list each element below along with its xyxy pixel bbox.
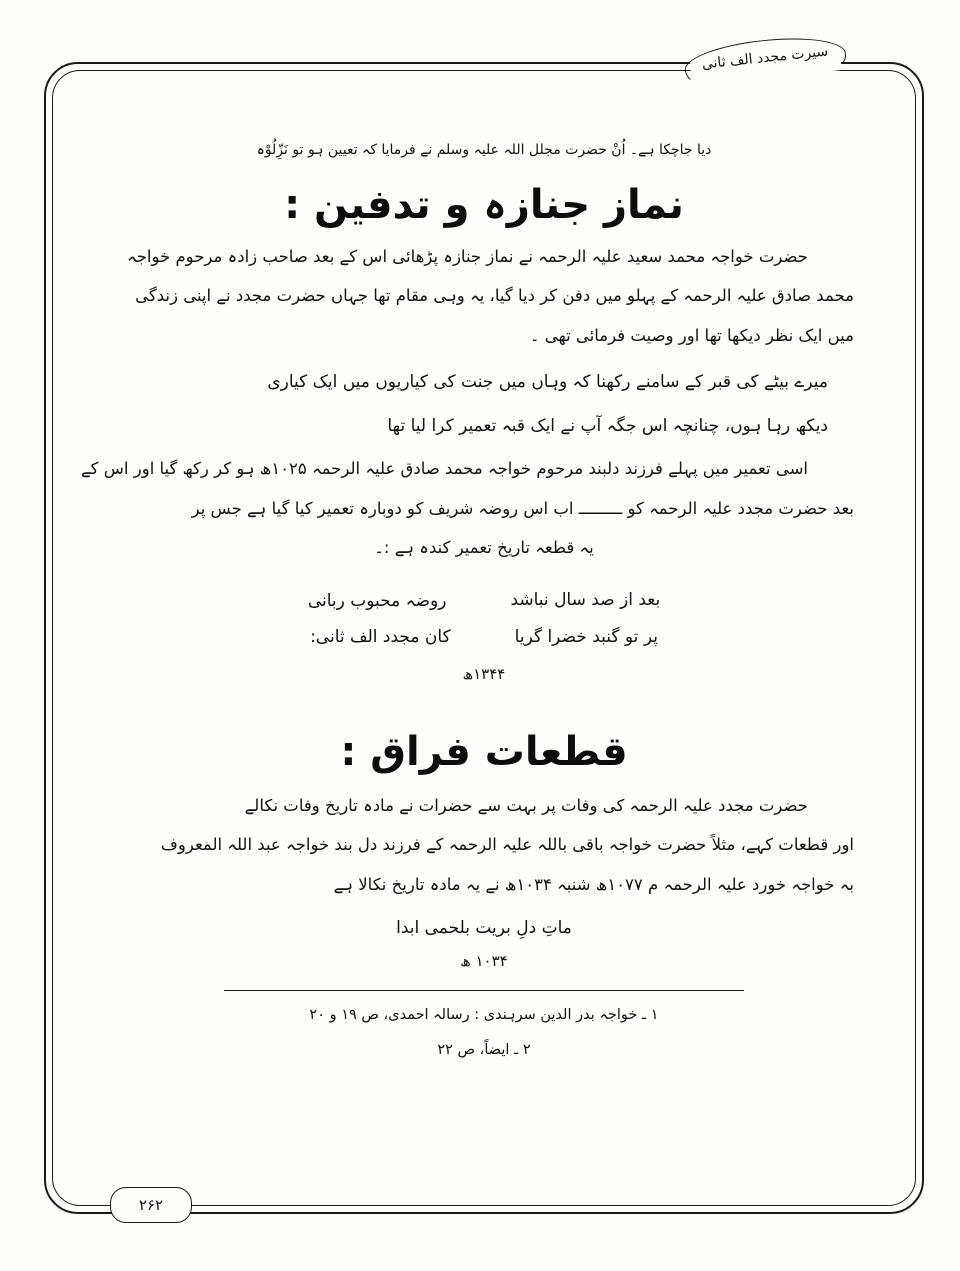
section-heading-elegies: قطعات فراق : <box>340 728 628 775</box>
paragraph-line: اور قطعات کہے، مثلاً حضرت خواجہ باقی باللہ علیہ الرحمہ کے فرزند دل بند خواجہ عبد اللہ المعروف <box>160 835 854 855</box>
elegy-verse-date: ۱۰۳۴ ھ <box>460 952 508 971</box>
quotation-line: دیکھ رہا ہوں، چنانچہ اس جگہ آپ نے ایک قبہ تعمیر کرا لیا تھا <box>387 415 828 436</box>
section-heading-burial: نماز جنازہ و تدفین : <box>284 181 684 228</box>
paragraph-tomb <box>81 454 854 564</box>
paragraph-line: اسی تعمیر میں پہلے فرزند دلبند مرحوم خواجہ محمد صادق علیہ الرحمہ ۱۰۲۵ھ ہو کر رکھ گیا اور اس کے <box>81 459 808 479</box>
paragraph-line: میں ایک نظر دیکھا تھا اور وصیت فرمائی تھی ۔ <box>529 325 854 345</box>
paragraph-elegies <box>114 791 854 901</box>
paragraph-line: محمد صادق علیہ الرحمہ کے پہلو میں دفن کر دیا گیا، یہ وہی مقام تھا جہاں حضرت مجدد نے اپنی زندگی <box>135 286 854 306</box>
verse-hemistich-left: روضہ محبوب ربانی <box>307 590 447 611</box>
verse-hemistich-left: کان مجدد الف ثانی: <box>310 626 451 647</box>
quotation-block <box>114 367 854 442</box>
verse-row <box>114 590 854 611</box>
paragraph-burial <box>114 242 854 352</box>
paragraph-line: حضرت خواجہ محمد سعید علیہ الرحمہ نے نماز جنازہ پڑھائی اس کے بعد صاحب زادہ مرحوم خواجہ <box>127 246 808 266</box>
quotation-line: میرے بیٹے کی قبر کے سامنے رکھنا کہ وہاں میں جنت کی کیاریوں میں ایک کیاری <box>267 372 828 393</box>
verse-row <box>114 627 854 647</box>
elegy-verse: ماتِ دلِ بریت بلحمی ابدا <box>396 918 572 939</box>
chronogram-date: ۱۳۴۴ھ <box>462 664 506 683</box>
footnote-divider <box>224 990 744 991</box>
page-number-badge <box>110 1187 192 1223</box>
paragraph-line: یہ قطعہ تاریخ تعمیر کندہ ہے :۔ <box>374 538 594 558</box>
paragraph-line: حضرت مجدد علیہ الرحمہ کی وفات پر بہت سے حضرات نے مادہ تاریخ وفات نکالے <box>244 795 808 815</box>
footnote-item: ۱ ـ خواجہ بدر الدین سرہندی : رسالہ احمدی، ص ۱۹ و ۲۰ <box>309 1007 659 1024</box>
verse-hemistich-right: پر تو گنبد خضرا گریا <box>514 626 658 647</box>
paragraph-line: بعد حضرت مجدد علیہ الرحمہ کو ـــــــــ اب اس روضہ شریف کو دوبارہ تعمیر کیا گیا ہے جس پر <box>191 498 854 518</box>
verse-hemistich-right: بعد از صد سال نباشد <box>510 589 661 610</box>
chronogram-verse-block <box>114 590 854 647</box>
page-number-text: ۲۶۲ <box>138 1196 164 1214</box>
page-content <box>81 104 876 1168</box>
footnote-item: ۲ ـ ایضاً، ص ۲۲ <box>437 1042 531 1059</box>
paragraph-line: بہ خواجہ خورد علیہ الرحمہ م ۱۰۷۷ھ شنبہ ۱۰۳۴ھ نے یہ مادہ تاریخ نکالا ہے <box>333 874 854 894</box>
running-head-text: سیرت مجدد الف ثانی <box>701 43 829 73</box>
hadith-intro-line: دیا جاچکا ہے۔ اُنْ حضرت مجلل اللہ علیہ وسلم نے فرمایا کہ تعیین ہو تو نَزِّلُوْہ <box>256 142 712 158</box>
